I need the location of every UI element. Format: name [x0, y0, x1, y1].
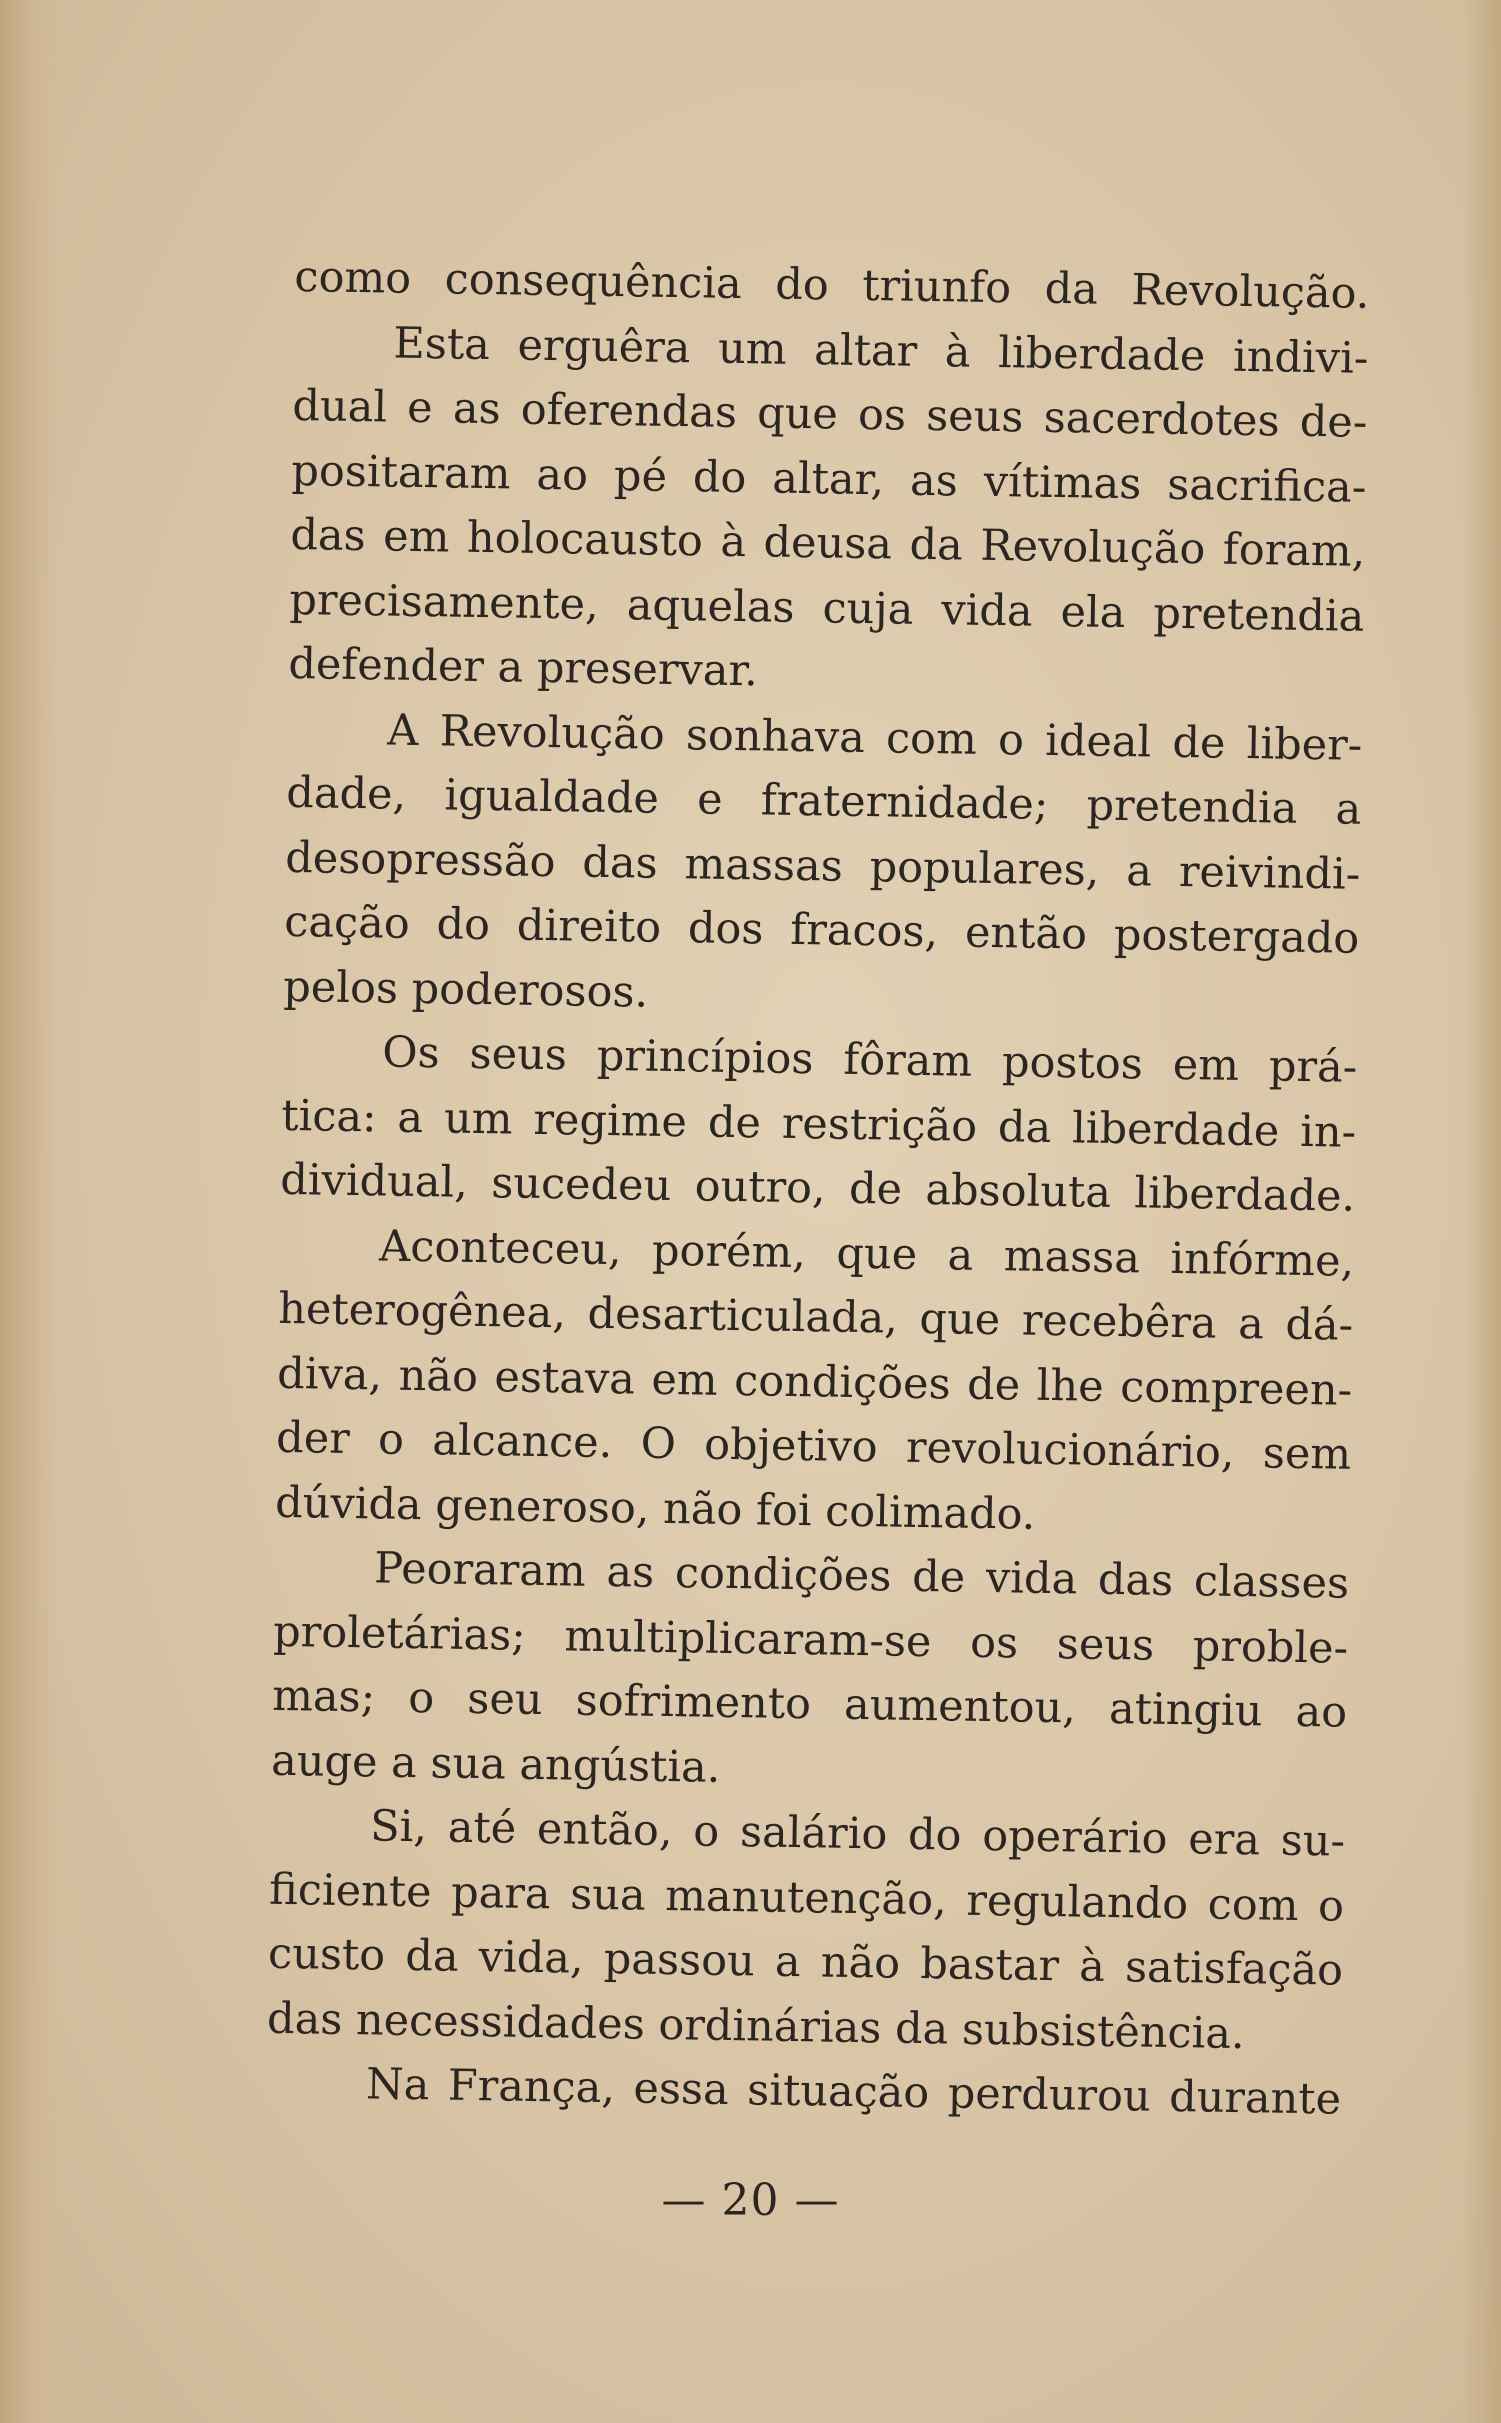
text-line: proletárias; multiplicaram-se os seus proble-	[272, 1606, 1349, 1674]
body-text	[266, 245, 1370, 2132]
text-line: dividual, sucedeu outro, de absoluta liberdade.	[279, 1154, 1356, 1222]
text-line: das necessidades ordinárias da subsistência.	[266, 1993, 1246, 2059]
text-line: auge a sua angústia.	[270, 1735, 721, 1793]
text-line: dúvida generoso, não foi colimado.	[274, 1477, 1036, 1540]
text-line: dade, igualdade e fraternidade; pretendia a	[285, 767, 1362, 835]
page-shadow-right	[1461, 0, 1501, 2423]
text-line: Os seus princípios fôram postos em prá-	[381, 1027, 1358, 1093]
text-line: pelos poderosos.	[282, 961, 649, 1018]
text-line: dual e as oferendas que os seus sacerdotes de-	[292, 380, 1368, 448]
text-line: Na França, essa situação perdurou durante	[365, 2059, 1342, 2125]
text-line: Peoraram as condições de vida das classes	[373, 1543, 1350, 1609]
text-line: A Revolução sonhava com o ideal de liber-	[387, 705, 1363, 771]
text-line: Aconteceu, porém, que a massa infórme,	[378, 1220, 1355, 1287]
text-line: defender a preservar.	[288, 638, 759, 697]
text-line: heterogênea, desarticulada, que recebêra a dá-	[277, 1283, 1354, 1351]
text-line: tica: a um regime de restrição da liberdade in-	[280, 1090, 1357, 1158]
text-line: precisamente, aquelas cuja vida ela pretendia	[289, 574, 1365, 642]
text-line: das em holocausto à deusa da Revolução foram,	[290, 509, 1366, 577]
text-line: positaram ao pé do altar, as vítimas sacrifica-	[291, 445, 1367, 513]
text-line: Esta erguêra um altar à liberdade indivi-	[393, 318, 1369, 384]
page-number: — 20 —	[661, 2175, 840, 2226]
text-line: como consequência do triunfo da Revolução.	[294, 251, 1370, 319]
page-shadow-left	[0, 0, 60, 2423]
text-line: cação do direito dos fracos, então postergado	[283, 896, 1360, 964]
text-line: custo da vida, passou a não bastar à satisfação	[267, 1928, 1344, 1996]
text-line: Si, até então, o salário do operário era su-	[369, 1801, 1346, 1867]
text-line: desopressão das massas populares, a reivindi-	[284, 832, 1361, 900]
text-line: diva, não estava em condições de lhe compreen-	[276, 1348, 1353, 1416]
text-line: der o alcance. O objetivo revolucionário, sem	[275, 1412, 1352, 1480]
text-line: ficiente para sua manutenção, regulando com o	[268, 1864, 1345, 1932]
text-line: mas; o seu sofrimento aumentou, atingiu ao	[271, 1670, 1348, 1738]
